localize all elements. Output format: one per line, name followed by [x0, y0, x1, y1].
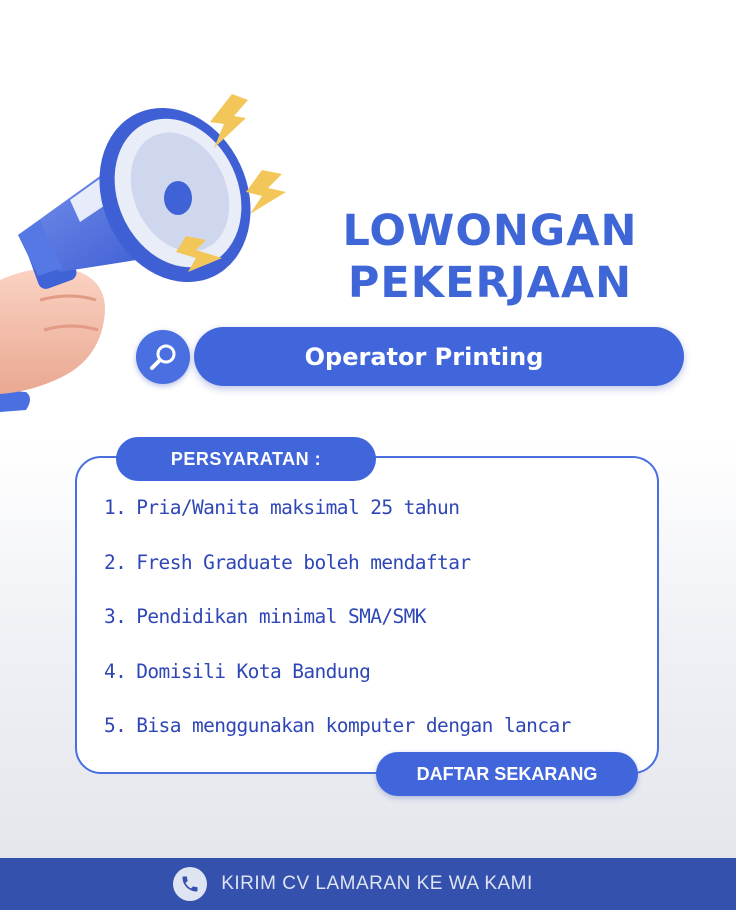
requirement-number: 2. — [104, 550, 127, 574]
phone-icon — [173, 867, 207, 901]
requirement-item — [104, 605, 664, 660]
register-button-label: DAFTAR SEKARANG — [416, 763, 598, 784]
position-banner — [194, 327, 684, 386]
requirement-number: 5. — [104, 714, 127, 737]
footer-text: KIRIM CV LAMARAN KE WA KAMI — [221, 873, 533, 894]
requirement-text: Pria/Wanita maksimal 25 tahun — [136, 496, 460, 519]
requirement-text: Bisa menggunakan komputer dengan lancar — [136, 714, 571, 737]
position-title: Operator Printing — [304, 342, 544, 371]
requirement-text: Domisili Kota Bandung — [136, 659, 371, 683]
headline-line-1: LOWONGAN — [342, 206, 638, 256]
headline-line-2: PEKERJAAN — [347, 258, 633, 308]
requirement-number: 1. — [104, 496, 127, 519]
requirement-text: Fresh Graduate boleh mendaftar — [136, 550, 471, 574]
requirements-list — [104, 496, 664, 769]
requirement-item — [104, 496, 664, 551]
search-icon — [136, 330, 190, 384]
requirement-item — [104, 551, 664, 606]
requirement-number: 4. — [104, 659, 127, 683]
requirements-title: PERSYARATAN : — [170, 448, 322, 469]
requirement-text: Pendidikan minimal SMA/SMK — [136, 605, 426, 628]
headline — [300, 205, 680, 309]
requirement-item — [104, 660, 664, 715]
requirements-title-badge — [116, 437, 376, 481]
register-button[interactable] — [376, 752, 638, 796]
footer-bar — [0, 858, 736, 910]
requirement-number: 3. — [104, 605, 127, 628]
